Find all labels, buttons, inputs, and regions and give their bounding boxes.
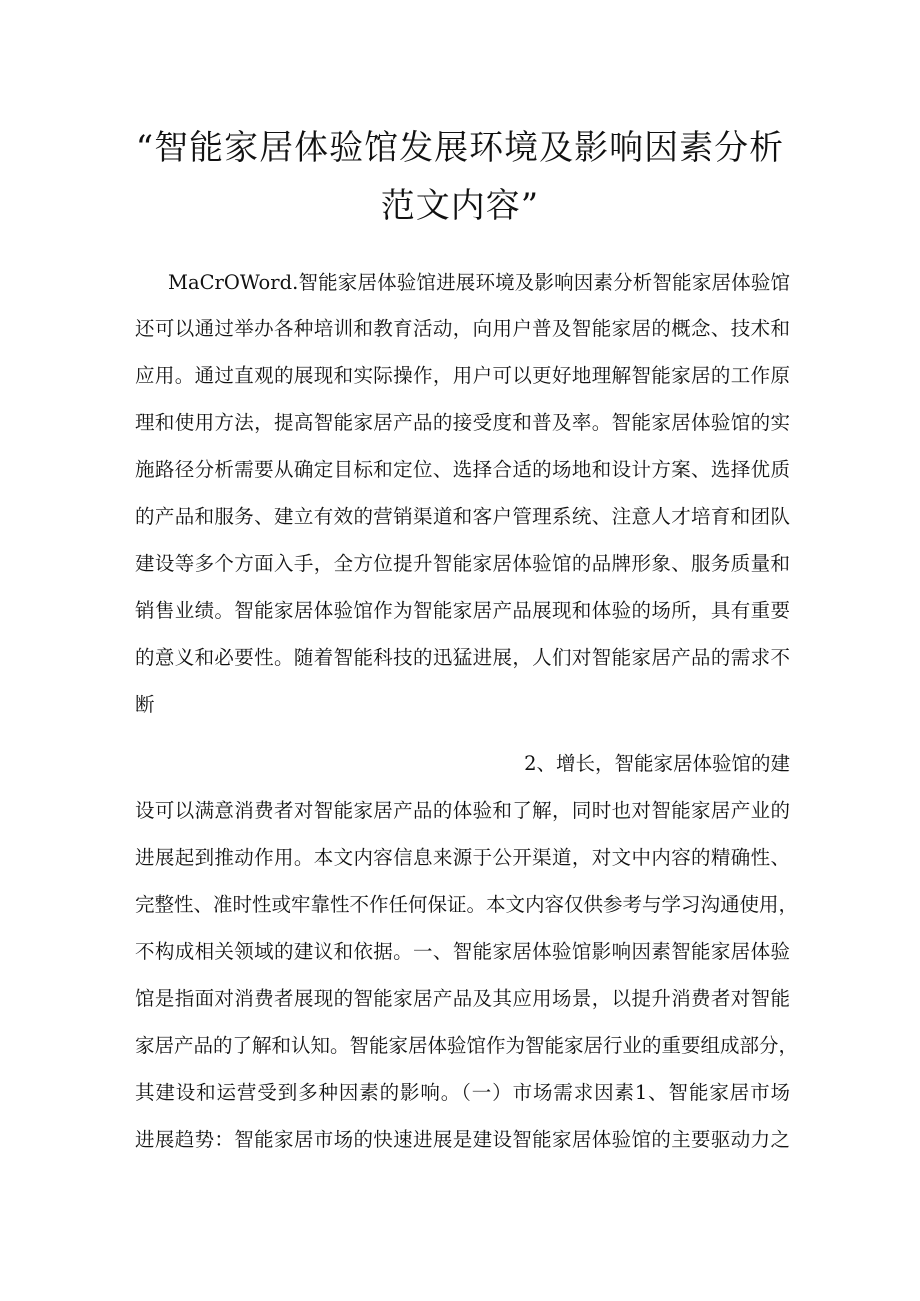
body-line-5: 施路径分析需要从确定目标和定位、选择合适的场地和设计方案、选择优质 xyxy=(135,458,790,481)
body-line-8: 销售业绩。智能家居体验馆作为智能家居产品展现和体验的场所，具有重要 xyxy=(135,599,790,622)
body-line-6: 的产品和服务、建立有效的营销渠道和客户管理系统、注意人才培育和团队 xyxy=(135,505,790,528)
document-title-line-1: “智能家居体验馆发展环境及影响因素分析 xyxy=(135,128,785,168)
body-line-16: 馆是指面对消费者展现的智能家居产品及其应用场景，以提升消费者对智能 xyxy=(135,987,790,1010)
body-line-2: 还可以通过举办各种培训和教育活动，向用户普及智能家居的概念、技术和 xyxy=(135,317,790,340)
body-line-4: 理和使用方法，提高智能家居产品的接受度和普及率。智能家居体验馆的实 xyxy=(135,411,790,434)
body-line-13: 进展起到推动作用。本文内容信息来源于公开渠道，对文中内容的精确性、 xyxy=(135,846,790,869)
body-line-18: 其建设和运营受到多种因素的影响。（一）市场需求因素1、智能家居市场 xyxy=(135,1081,790,1104)
body-line-12: 设可以满意消费者对智能家居产品的体验和了解，同时也对智能家居产业的 xyxy=(135,799,790,822)
body-line-9: 的意义和必要性。随着智能科技的迅猛进展，人们对智能家居产品的需求不 xyxy=(135,646,790,669)
body-line-7: 建设等多个方面入手，全方位提升智能家居体验馆的品牌形象、服务质量和 xyxy=(135,552,790,575)
body-line-1: MaCrOWord.智能家居体验馆进展环境及影响因素分析智能家居体验馆 xyxy=(168,271,790,294)
document-title-line-2: 范文内容” xyxy=(380,186,540,226)
body-line-11: 2、增长，智能家居体验馆的建 xyxy=(524,752,790,775)
body-line-3: 应用。通过直观的展现和实际操作，用户可以更好地理解智能家居的工作原 xyxy=(135,364,790,387)
body-line-17: 家居产品的了解和认知。智能家居体验馆作为智能家居行业的重要组成部分， xyxy=(135,1034,799,1057)
body-line-15: 不构成相关领域的建议和依据。一、智能家居体验馆影响因素智能家居体验 xyxy=(135,940,790,963)
body-line-10: 断 xyxy=(135,693,155,716)
body-line-14: 完整性、准时性或牢靠性不作任何保证。本文内容仅供参考与学习沟通使用， xyxy=(135,893,799,916)
body-line-19: 进展趋势：智能家居市场的快速进展是建设智能家居体验馆的主要驱动力之 xyxy=(135,1128,790,1151)
